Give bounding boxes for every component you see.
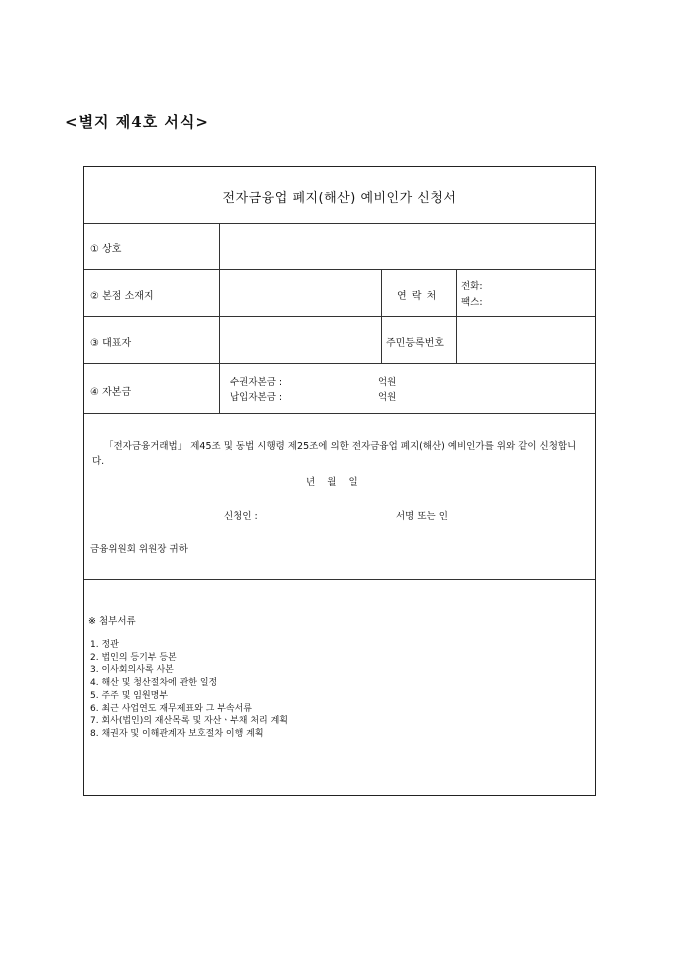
list-item: 2. 법인의 등기부 등본 bbox=[90, 652, 177, 663]
head-office-label: ② 본점 소재지 bbox=[90, 291, 154, 302]
representative-label: ③ 대표자 bbox=[90, 338, 132, 349]
authorized-capital-unit: 억원 bbox=[378, 377, 397, 388]
attachments-list bbox=[90, 639, 288, 741]
paid-capital-unit: 억원 bbox=[378, 392, 397, 403]
attachments-heading: ※ 첨부서류 bbox=[88, 616, 136, 627]
row-divider bbox=[84, 413, 595, 414]
list-item: 3. 이사회의사록 사본 bbox=[90, 665, 174, 676]
company-name-field[interactable] bbox=[220, 224, 595, 269]
phone-label: 전화: bbox=[461, 281, 483, 292]
representative-field[interactable] bbox=[220, 317, 381, 363]
addressee: 금융위원회 위원장 귀하 bbox=[90, 544, 188, 555]
form-number-label: <별지 제4호 서식> bbox=[65, 113, 209, 131]
capital-label: ④ 자본금 bbox=[90, 387, 132, 398]
head-office-field[interactable] bbox=[220, 270, 381, 316]
resident-number-field[interactable] bbox=[457, 317, 595, 363]
company-name-label: ① 상호 bbox=[90, 244, 122, 255]
declaration-text: 「전자금융거래법」 제45조 및 동법 시행령 제25조에 의한 전자금융업 폐지(해산) 예비인가를 위와 같이 신청합니다. bbox=[92, 441, 577, 467]
contact-label: 연 락 처 bbox=[397, 291, 438, 302]
applicant-label: 신청인 : bbox=[224, 511, 258, 522]
resident-number-label: 주민등록번호 bbox=[386, 338, 444, 349]
signature-label: 서명 또는 인 bbox=[396, 511, 448, 522]
list-item: 8. 채권자 및 이해관계자 보호절차 이행 계획 bbox=[90, 728, 264, 739]
list-item: 4. 해산 및 청산절차에 관한 일정 bbox=[90, 678, 218, 689]
row-divider bbox=[84, 363, 595, 364]
paid-capital-label: 납입자본금 : bbox=[230, 392, 283, 403]
list-item: 6. 최근 사업연도 재무제표와 그 부속서류 bbox=[90, 703, 252, 714]
application-form bbox=[83, 166, 596, 796]
form-title: 전자금융업 폐지(해산) 예비인가 신청서 bbox=[222, 191, 457, 206]
authorized-capital-label: 수권자본금 : bbox=[230, 377, 283, 388]
list-item: 7. 회사(법인)의 재산목록 및 자산ㆍ부채 처리 계획 bbox=[90, 716, 288, 727]
fax-label: 팩스: bbox=[461, 297, 483, 308]
list-item: 5. 주주 및 임원명부 bbox=[90, 690, 169, 701]
list-item: 1. 정관 bbox=[90, 640, 119, 650]
column-divider bbox=[381, 269, 382, 363]
application-date: 년 월 일 bbox=[306, 477, 358, 488]
row-divider bbox=[84, 579, 595, 580]
